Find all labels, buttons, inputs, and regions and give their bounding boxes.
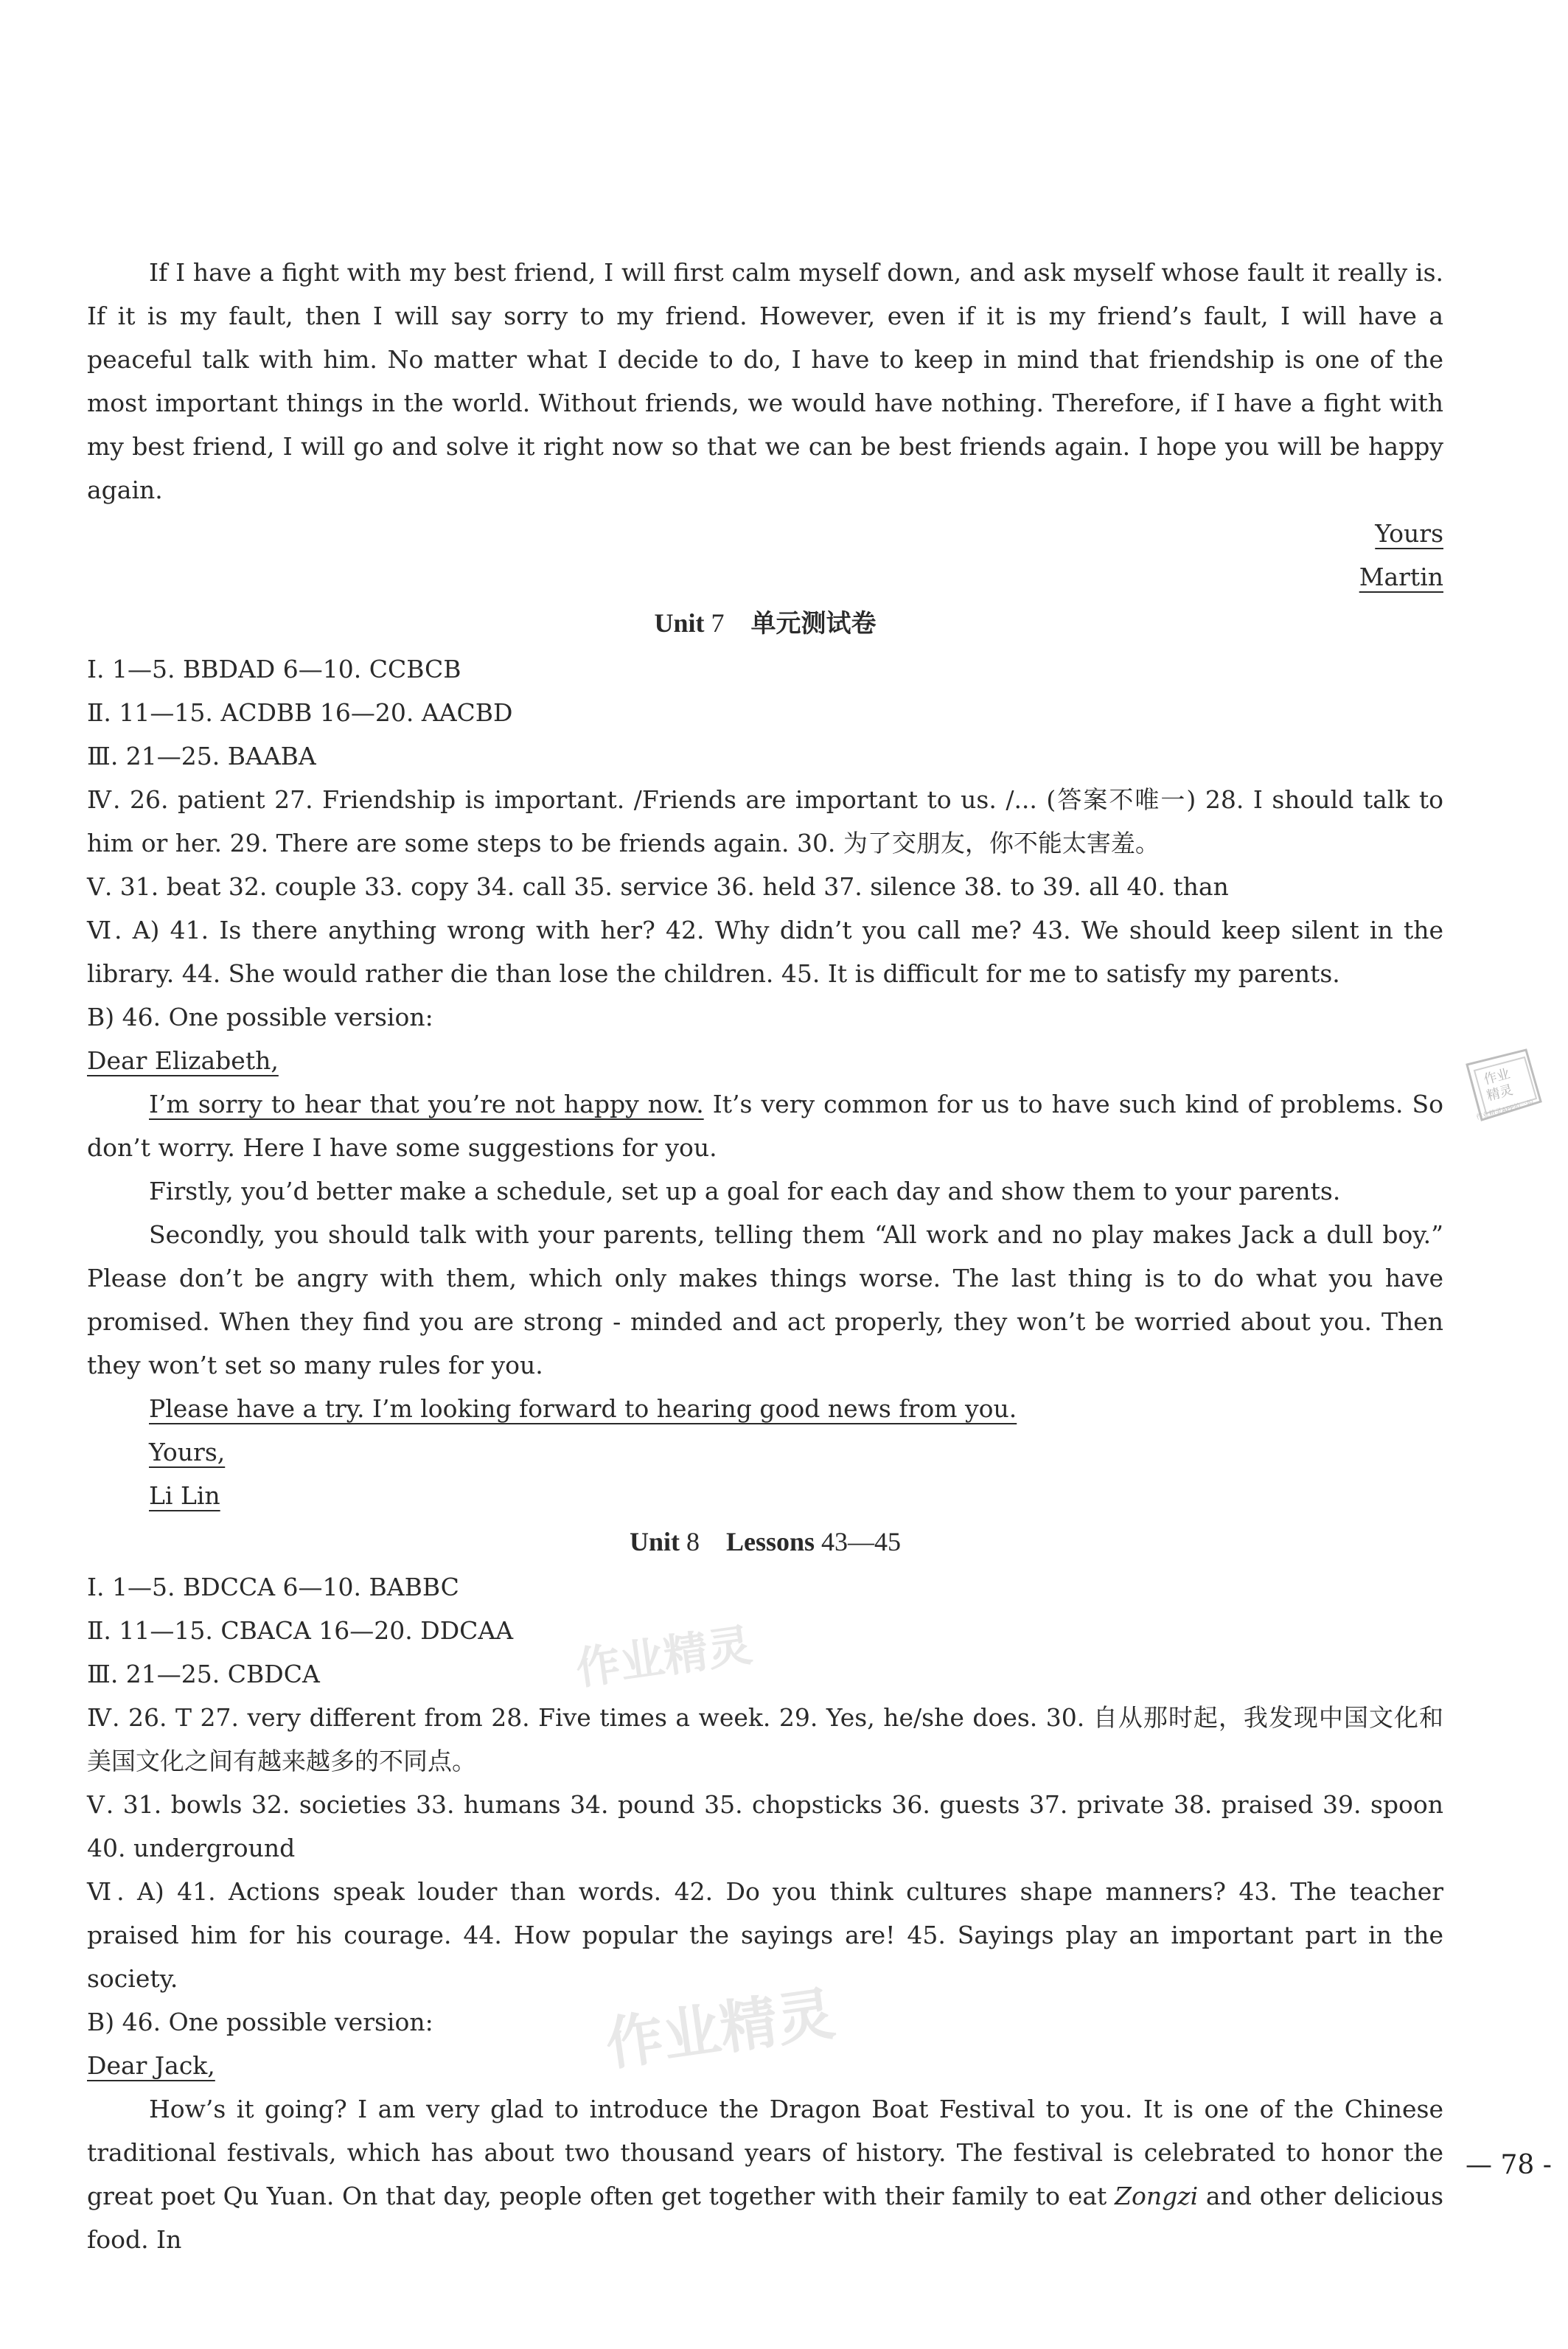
unit7-title-cn: 单元测试卷 [750, 609, 877, 638]
unit7-line: B) 46. One possible version: [87, 1003, 433, 1031]
unit8-letter-p1-a: How’s it going? I am very glad to introduce the Dragon Boat Festival to you. It is one of the Chinese traditional festivals, which has about two thousand years of history. The festival is celebrated to honor the great poet Qu Yuan. On that day, people often get together with their family to eat [87, 2095, 1443, 2210]
unit8-letter-p1-b: and other delicious food. In [87, 2182, 1443, 2254]
letter1-paragraph: If I have a fight with my best friend, I will first calm myself down, and ask myself whose fault it really is. If it is my fault, then I will say sorry to my friend. However, even if it is my friend’s fault, I will have a peaceful talk with him. No matter what I decide to do, I have to keep in mind that friendship is one of the most important things in the world. Without friends, we would have nothing. Therefore, if I have a fight with my best friend, I will go and solve it right now so that we can be best friends again. I hope you will be happy again. [87, 258, 1443, 504]
watermark-logo: 作业精灵 [602, 1980, 839, 2079]
letter1-signature: Martin [1359, 563, 1443, 591]
unit7-letter-p1-underlined: I’m sorry to hear that you’re not happy now. [149, 1090, 704, 1118]
stamp-line1: 作业 [1482, 1065, 1512, 1088]
unit7-letter-closing: Yours, [149, 1438, 226, 1466]
page-number: — 78 - [1466, 2150, 1552, 2180]
unit7-line: Ⅴ. 31. beat 32. couple 33. copy 34. call 35. service 36. held 37. silence 38. to 39. all 40. than [87, 872, 1229, 901]
unit8-line: Ⅳ. 26. T 27. very different from 28. Five times a week. 29. Yes, he/she does. 30. 自从那时起，我发现中国文化和美国文化之间有越来越多的不同点。 [87, 1703, 1443, 1775]
unit8-line: Ⅲ. 21—25. CBDCA [87, 1660, 320, 1688]
unit7-letter-p1-rest: It’s very common for us to have such kind of problems. So don’t worry. Here I have some suggestions for you. [87, 1090, 1443, 1162]
unit7-letter-signature: Li Lin [149, 1481, 220, 1510]
stamp-line2: 精灵 [1485, 1082, 1515, 1104]
unit8-line: B) 46. One possible version: [87, 2008, 433, 2036]
unit7-letter-p3: Secondly, you should talk with your parents, telling them “All work and no play makes Jack a dull boy.” Please don’t be angry with them, which only makes things worse. The last thing is to do what you have promised. When they find you are strong - minded and act properly, they won’t be worried about you. Then they won’t set so many rules for you. [87, 1220, 1443, 1379]
unit8-line: Ⅰ. 1—5. BDCCA 6—10. BABBC [87, 1573, 459, 1601]
unit8-letter-greeting: Dear Jack, [87, 2051, 215, 2080]
unit8-line: Ⅴ. 31. bowls 32. societies 33. humans 34. pound 35. chopsticks 36. guests 37. private 38. praised 39. spoon 40. underground [87, 1790, 1443, 1862]
unit7-title-en: Unit [654, 608, 705, 638]
unit8-line: Ⅵ. A) 41. Actions speak louder than words. 42. Do you think cultures shape manners? 43. The teacher praised him for his courage. 44. How popular the sayings are! 45. Sayings play an important part in the society. [87, 1877, 1443, 1993]
unit8-letter-p1 [87, 2087, 1443, 2261]
watermark-logo: 作业精灵 [572, 1619, 756, 1696]
stamp-line3: 作业精灵APP拍一拍 [1475, 1099, 1535, 1122]
unit7-letter-p4: Please have a try. I’m looking forward to hearing good news from you. [149, 1394, 1017, 1423]
unit7-line: Ⅵ. A) 41. Is there anything wrong with her? 42. Why didn’t you call me? 43. We should keep silent in the library. 44. She would rather die than lose the children. 45. It is difficult for me to satisfy my parents. [87, 916, 1443, 988]
unit8-title-range: 43—45 [821, 1527, 902, 1556]
unit7-heading [87, 602, 1443, 646]
unit7-letter-p2: Firstly, you’d better make a schedule, set up a goal for each day and show them to your parents. [149, 1177, 1341, 1205]
answer-page [87, 251, 1443, 2261]
unit8-title-num: 8 [686, 1527, 700, 1556]
letter1-closing: Yours [1375, 519, 1443, 548]
app-stamp-logo [1445, 1035, 1555, 1146]
unit7-letter-greeting: Dear Elizabeth, [87, 1046, 279, 1075]
unit8-line: Ⅱ. 11—15. CBACA 16—20. DDCAA [87, 1616, 514, 1645]
unit7-letter-p1 [87, 1082, 1443, 1169]
unit8-title-lessons: Lessons [725, 1527, 815, 1556]
unit8-letter-p1-italic: Zongzi [1115, 2182, 1199, 2210]
unit7-title-num: 7 [711, 608, 725, 638]
unit7-line: Ⅱ. 11—15. ACDBB 16—20. AACBD [87, 698, 513, 727]
unit7-line: Ⅲ. 21—25. BAABA [87, 742, 316, 770]
unit7-line: Ⅳ. 26. patient 27. Friendship is important. /Friends are important to us. /... (答案不唯一) 28. I should talk to him or her. 29. There are some steps to be friends again. 30. 为了交朋友，你不能太害羞。 [87, 785, 1443, 857]
unit7-line: Ⅰ. 1—5. BBDAD 6—10. CCBCB [87, 655, 461, 683]
unit8-title-en: Unit [629, 1527, 680, 1556]
unit8-heading [87, 1520, 1443, 1564]
